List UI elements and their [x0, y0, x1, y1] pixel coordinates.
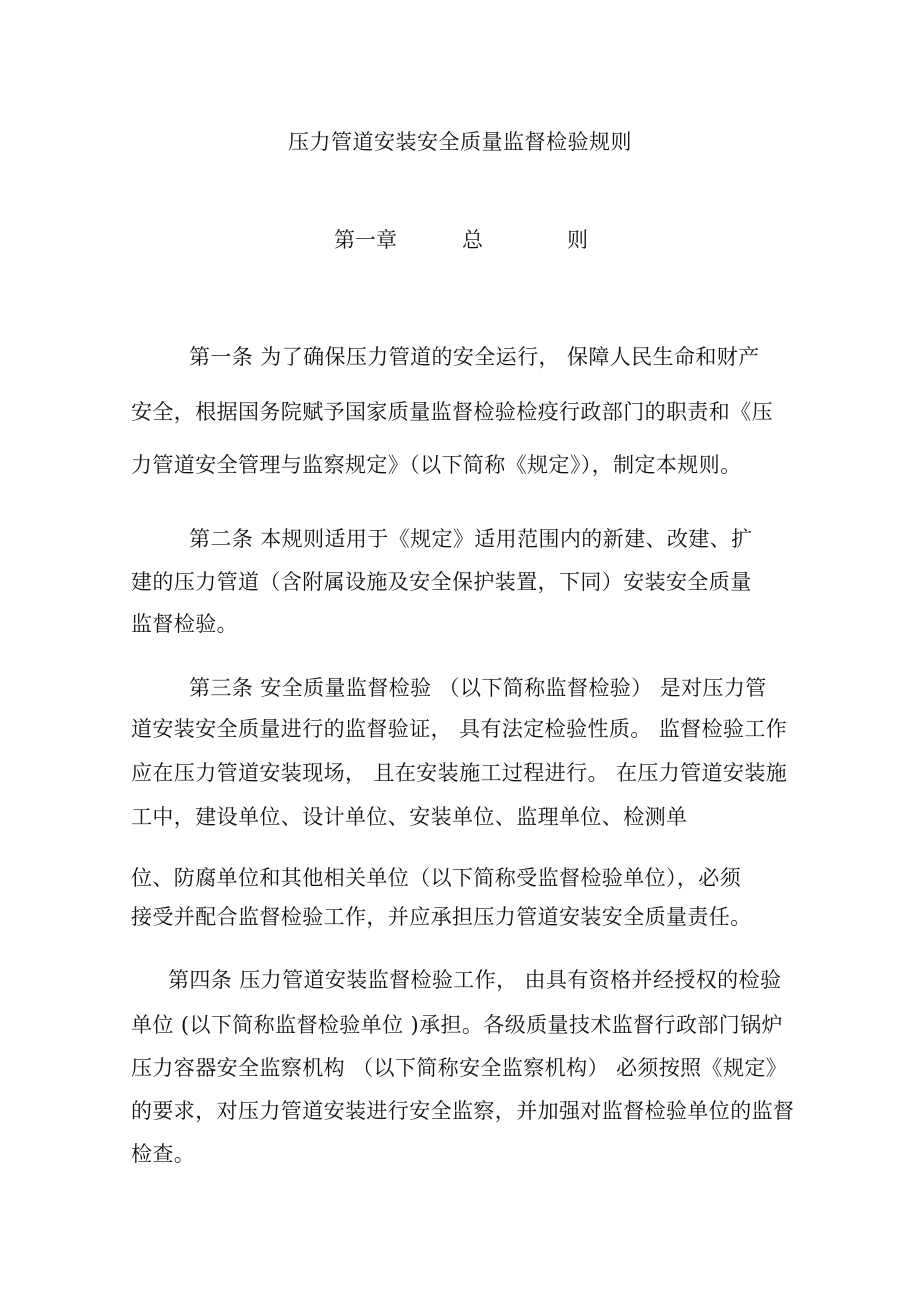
- article-2-line-1: 第二条 本规则适用于《规定》适用范围内的新建、改建、扩: [189, 527, 753, 551]
- article-2-line-2: 建的压力管道（含附属设施及安全保护装置，下同）安装安全质量: [131, 570, 752, 594]
- article-4-line-1: 第四条 压力管道安装监督检验工作， 由具有资格并经授权的检验: [168, 968, 782, 992]
- article-1-line-1: 第一条 为了确保压力管道的安全运行， 保障人民生命和财产: [189, 345, 760, 369]
- chapter-name-part1: 总: [462, 228, 483, 252]
- chapter-name-part2: 则: [567, 228, 588, 252]
- article-3-line-2: 道安装安全质量进行的监督验证， 具有法定检验性质。 监督检验工作: [131, 717, 788, 741]
- article-3-line-3: 应在压力管道安装现场， 且在安装施工过程进行。 在压力管道安装施: [131, 761, 788, 785]
- article-2-line-3: 监督检验。: [131, 612, 238, 636]
- article-3-line-4: 工中，建设单位、设计单位、安装单位、监理单位、检测单: [131, 805, 688, 829]
- article-1-line-2: 安全，根据国务院赋予国家质量监督检验检疫行政部门的职责和《压: [131, 400, 773, 424]
- document-title: 压力管道安装安全质量监督检验规则: [288, 130, 632, 154]
- article-3-line-5: 位、防腐单位和其他相关单位（以下简称受监督检验单位），必须: [131, 866, 742, 890]
- article-4-line-5: 检查。: [131, 1142, 196, 1166]
- article-3-line-1: 第三条 安全质量监督检验 （以下简称监督检验） 是对压力管: [189, 676, 767, 700]
- article-4-line-4: 的要求，对压力管道安装进行安全监察，并加强对监督检验单位的监督: [131, 1099, 795, 1123]
- article-1-line-3: 力管道安全管理与监察规定》（以下简称《规定》），制定本规则。: [131, 453, 742, 477]
- chapter-number: 第一章: [334, 228, 397, 252]
- article-3-line-6: 接受并配合监督检验工作，并应承担压力管道安装安全质量责任。: [131, 905, 752, 929]
- article-4-line-3: 压力容器安全监察机构 （以下简称安全监察机构） 必须按照《规定》: [131, 1056, 788, 1080]
- article-4-line-2: 单位 (以下简称监督检验单位 )承担。各级质量技术监督行政部门锅炉: [131, 1013, 783, 1037]
